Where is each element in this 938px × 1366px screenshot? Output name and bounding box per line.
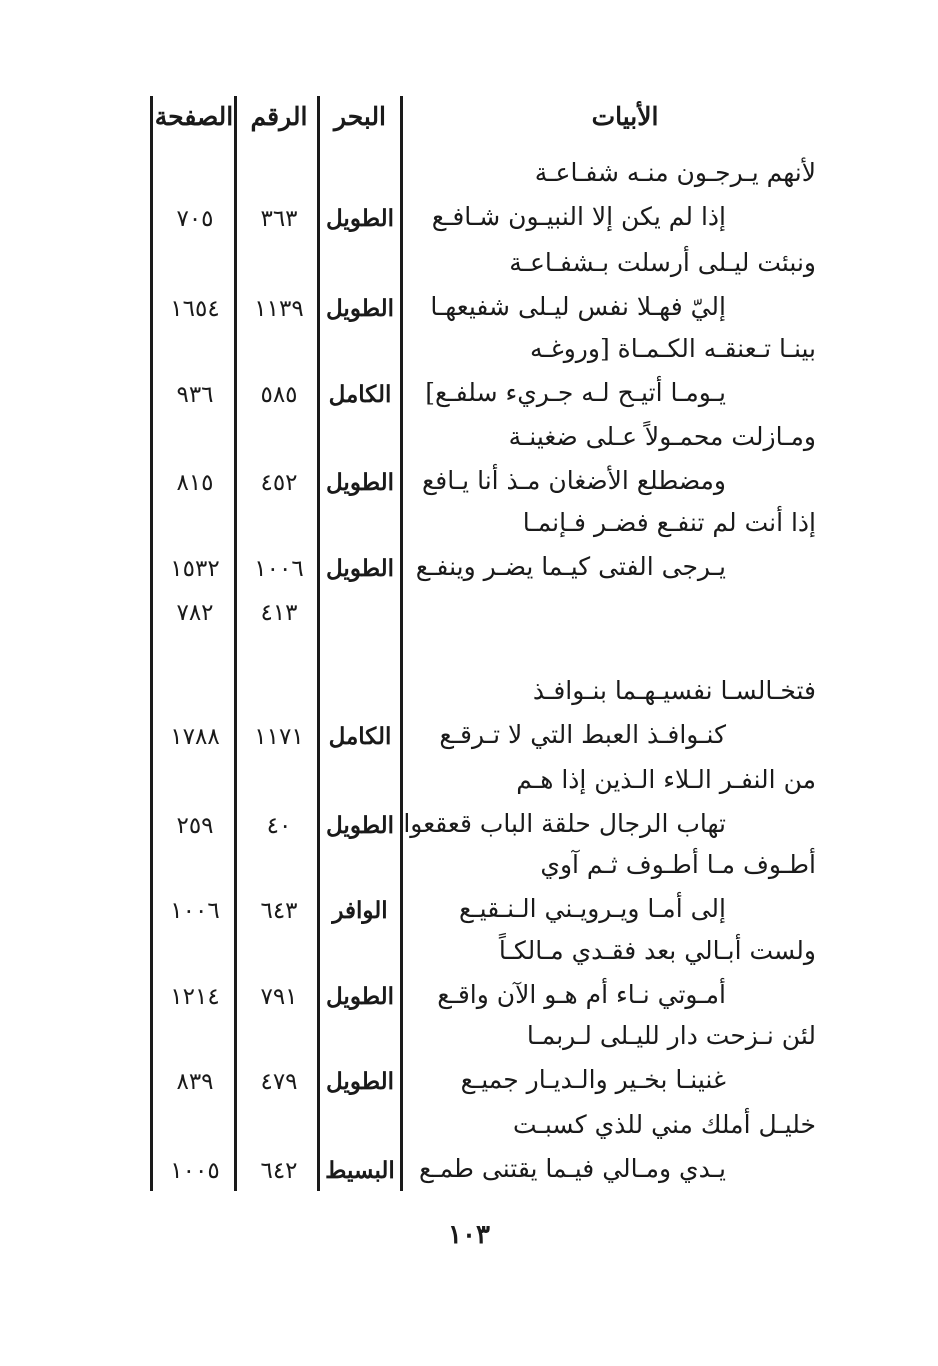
verse-first-hemistich: خليـل أملك مني للذي كسبـت (513, 1110, 816, 1139)
verse-first-hemistich: أطـوف مـا أطـوف ثـم آوي (540, 850, 816, 879)
verse-first-hemistich: فتخـالسـا نفسيـهـما بنـوافـذ (532, 676, 816, 705)
number-cell: ٤٧٩ (260, 1069, 298, 1095)
header-meter: البحر (333, 102, 387, 131)
page-cell: ٨١٥ (176, 470, 214, 496)
meter-cell: الطويل (326, 1068, 394, 1095)
page-cell: ١٠٠٦ (170, 898, 220, 924)
page-cell: ١٧٨٨ (170, 724, 220, 750)
meter-cell: الكامل (328, 381, 392, 408)
page-cell: ١٢١٤ (170, 984, 220, 1010)
page-cell: ٧٨٢ (176, 600, 214, 626)
page-cell: ١٥٣٢ (170, 556, 220, 582)
page-cell: ٧٠٥ (176, 206, 214, 232)
page-cell: ٨٣٩ (176, 1069, 214, 1095)
verse-second-hemistich: غنينـا بخـير والـديـار جميـع (460, 1065, 726, 1094)
meter-cell: البسيط (325, 1157, 395, 1184)
number-cell: ١١٣٩ (254, 296, 304, 322)
verse-first-hemistich: لأنهم يـرجـون منـه شفـاعـة (534, 158, 816, 187)
meter-cell: الطويل (326, 555, 394, 582)
verse-second-hemistich: ومضطلع الأضغان مـذ أنا يـافع (421, 466, 726, 495)
header-verses: الأبيات (591, 102, 659, 131)
number-cell: ٣٦٣ (260, 206, 298, 232)
number-cell: ٤١٣ (260, 600, 298, 626)
number-cell: ١٠٠٦ (254, 556, 304, 582)
meter-cell (320, 595, 400, 631)
page-cell: ٢٥٩ (176, 813, 214, 839)
number-cell: ١١٧١ (254, 724, 304, 750)
column-rule-number-meter (317, 96, 320, 1191)
meter-cell: الطويل (326, 983, 394, 1010)
verse-second-hemistich: إذا لم يكن إلا النبيـون شـافـع (431, 202, 726, 231)
page-cell: ١٦٥٤ (170, 296, 220, 322)
meter-cell: الطويل (326, 812, 394, 839)
verse-second-hemistich: يـرجى الفتى كيـما يضـر وينفـع (415, 552, 726, 581)
verse-first-hemistich: من النفـر الـلاء الـذين إذا هـم (516, 765, 816, 794)
header-page: الصفحة (154, 102, 234, 131)
verse-second-hemistich: تهاب الرجال حلقة الباب قعقعوا (403, 809, 726, 838)
column-rule-page-number (234, 96, 237, 1191)
verse-second-hemistich: يـدي ومـالي فيـما يقتنى طمـع (418, 1154, 726, 1183)
verse-second-hemistich: إلى أمـا ويـرويـني الـنـقيـع (459, 894, 726, 923)
verse-first-hemistich: بينـا تـعنقـه الكـمـاة [وروغـه (529, 334, 816, 363)
number-cell: ٤٥٢ (260, 470, 298, 496)
page-cell: ٩٣٦ (176, 382, 214, 408)
verse-second-hemistich: أمـوتي نـاء أم هـو الآن واقـع (437, 980, 726, 1009)
header-number: الرقم (250, 102, 308, 131)
verse-first-hemistich: إذا أنت لم تنفـع فضـر فـإنمـا (522, 508, 816, 537)
meter-cell: الكامل (328, 723, 392, 750)
page-cell: ١٠٠٥ (170, 1158, 220, 1184)
meter-cell: الطويل (326, 469, 394, 496)
number-cell: ٤٠ (266, 813, 292, 839)
verse-first-hemistich: لئن نـزحت دار لليـلى لـربمـا (526, 1021, 816, 1050)
number-cell: ٧٩١ (260, 984, 298, 1010)
verse-first-hemistich: ونبئت ليـلى أرسلت بـشفـاعـة (509, 248, 816, 277)
verse-first-hemistich: ولست أبـالي بعد فقـدي مـالكـاً (498, 936, 816, 965)
column-rule-left (150, 96, 153, 1191)
number-cell: ٥٨٥ (260, 382, 298, 408)
meter-cell: الوافر (332, 897, 388, 924)
verse-first-hemistich: ومـازلت محمـولاً عـلى ضغينـة (508, 422, 816, 451)
verse-second-hemistich: يـومـا أتيـح لـه جـريء سلفـع] (425, 378, 726, 407)
meter-cell: الطويل (326, 295, 394, 322)
verse-second-hemistich: إليّ فهـلا نفس ليـلى شفيعهـا (430, 292, 726, 321)
column-rule-meter-verses (400, 96, 403, 1191)
number-cell: ٦٤٢ (260, 1158, 298, 1184)
meter-cell: الطويل (326, 205, 394, 232)
verse-second-hemistich: كنـوافـذ العبط التي لا تـرقـع (439, 720, 726, 749)
page-number: ١٠٣ (448, 1220, 490, 1250)
number-cell: ٦٤٣ (260, 898, 298, 924)
